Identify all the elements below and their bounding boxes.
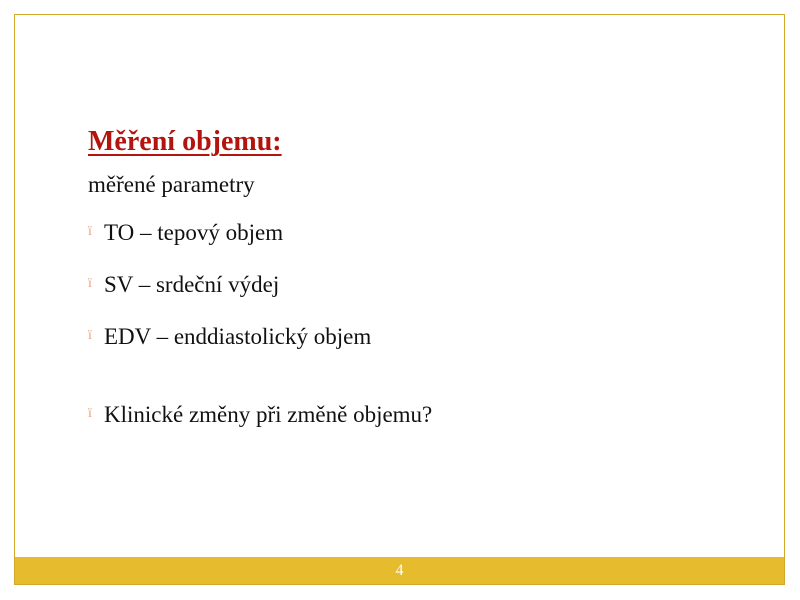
slide-heading: Měření objemu: <box>88 126 282 157</box>
slide-content <box>88 123 432 455</box>
bullet-text: Klinické změny při změně objemu? <box>104 402 433 427</box>
page-number: 4 <box>395 561 404 579</box>
bullet-item <box>88 221 432 249</box>
bullet-text: EDV – enddiastolický objem <box>104 324 372 349</box>
bullet-marker-icon: ï <box>88 406 92 421</box>
bullet-marker-icon: ï <box>88 276 92 291</box>
bullet-item <box>88 325 432 353</box>
slide-subheading: měřené parametry <box>88 172 255 197</box>
bullet-item <box>88 273 432 301</box>
bullet-marker-icon: ï <box>88 328 92 343</box>
bullet-text: SV – srdeční výdej <box>104 272 280 297</box>
footer-bar <box>15 557 784 584</box>
bullet-text: TO – tepový objem <box>104 220 284 245</box>
slide <box>14 14 785 585</box>
bullet-marker-icon: ï <box>88 224 92 239</box>
bullet-item <box>88 403 432 431</box>
